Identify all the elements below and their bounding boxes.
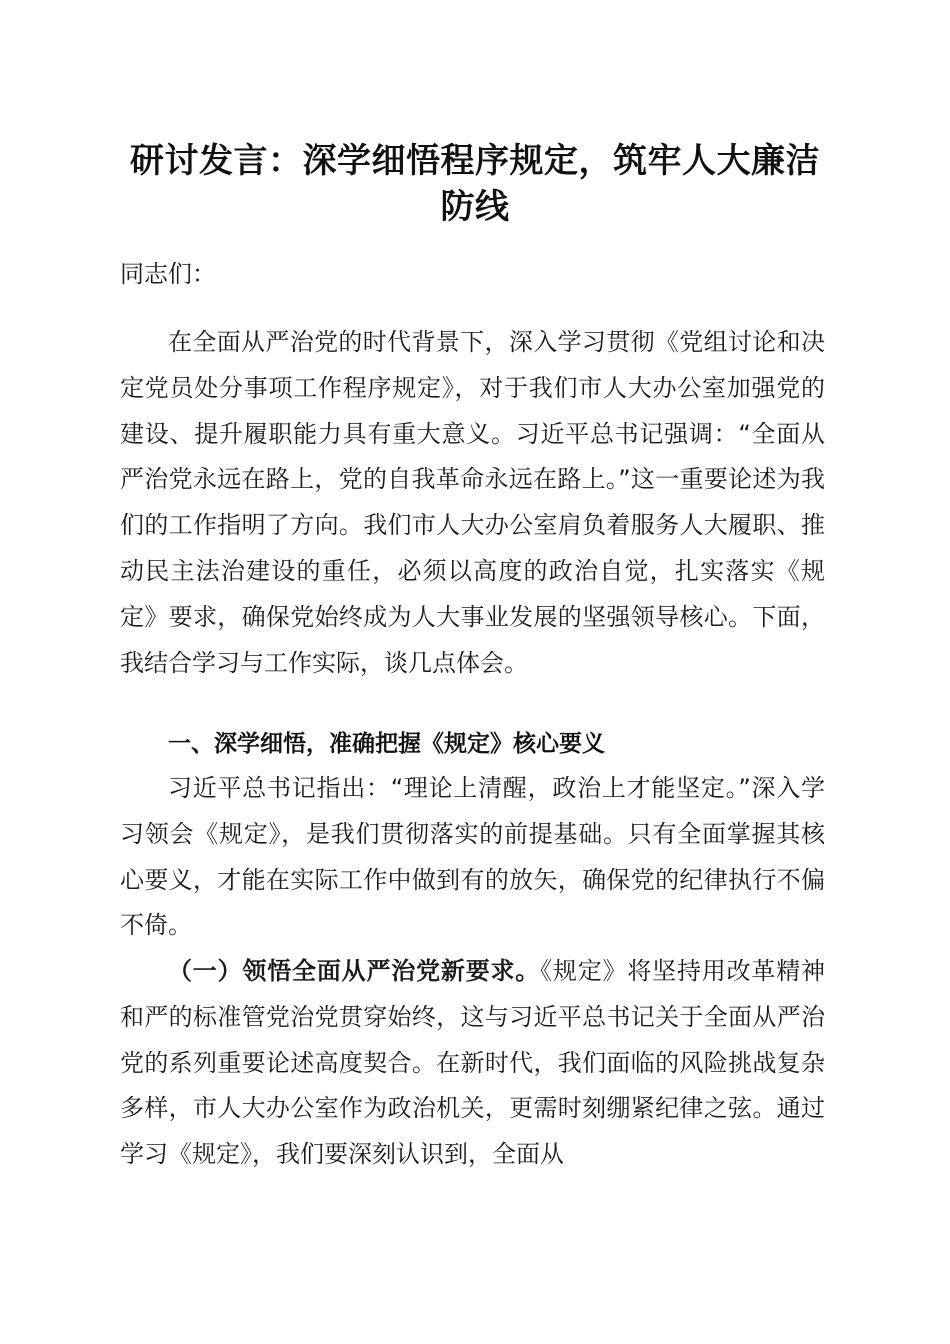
subsection-paragraph xyxy=(120,949,825,1178)
document-title: 研讨发言：深学细悟程序规定，筑牢人大廉洁防线 xyxy=(130,141,820,227)
intro-paragraph: 在全面从严治党的时代背景下，深入学习贯彻《党组讨论和决定党员处分事项工作程序规定》，对于我们市人大办公室加强党的建设、提升履职能力具有重大意义。习近平总书记强调：“全面从严治党永远在路上，党的自我革命永远在路上。”这一重要论述为我们的工作指明了方向。我们市人大办公室肩负着服务人大履职、推动民主法治建设的重任，必须以高度的政治自觉，扎实落实《规定》要求，确保党始终成为人大事业发展的坚强领导核心。下面，我结合学习与工作实际，谈几点体会。 xyxy=(120,328,825,677)
subsection-text: 《规定》将坚持用改革精神和严的标准管党治党贯穿始终，这与习近平总书记关于全面从严治党的系列重要论述高度契合。在新时代，我们面临的风险挑战复杂多样，市人大办公室作为政治机关，更需时刻绷紧纪律之弦。通过学习《规定》，我们要深刻认识到，全面从 xyxy=(120,957,826,1169)
section-paragraph: 习近平总书记指出：“理论上清醒，政治上才能坚定。”深入学习领会《规定》，是我们贯彻落实的前提基础。只有全面掌握其核心要义，才能在实际工作中做到有的放矢，确保党的纪律执行不偏不倚。 xyxy=(120,774,825,940)
section-heading: 一、深学细悟，准确把握《规定》核心要义 xyxy=(168,731,605,757)
subsection-lead: （一）领悟全面从严治党新要求。 xyxy=(168,957,541,985)
salutation: 同志们： xyxy=(120,260,216,288)
